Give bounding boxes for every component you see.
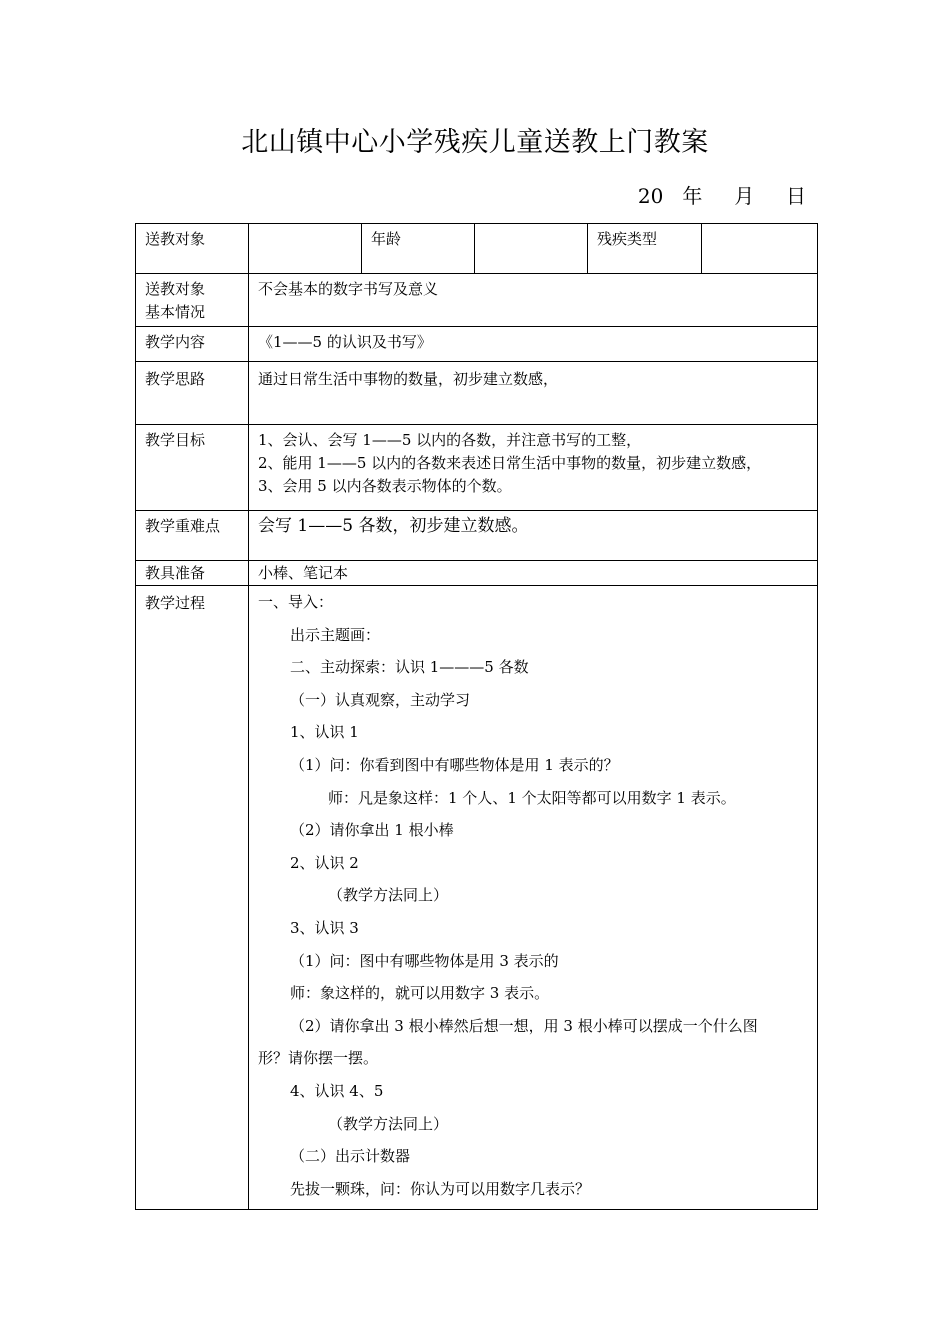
process-line: 形？请你摆一摆。 bbox=[258, 1049, 379, 1068]
process-value bbox=[249, 586, 818, 1210]
process-line: （2）请你拿出 1 根小棒 bbox=[290, 821, 454, 840]
process-line: （一）认真观察，主动学习 bbox=[290, 690, 471, 709]
target-value bbox=[249, 224, 362, 274]
idea-row bbox=[136, 362, 818, 425]
date-day: 日 bbox=[786, 184, 806, 208]
goal-item: 3、会用 5 以内各数表示物体的个数。 bbox=[258, 477, 512, 495]
tools-label: 教具准备 bbox=[136, 561, 249, 586]
process-line: 先拔一颗珠，问：你认为可以用数字几表示？ bbox=[290, 1179, 591, 1198]
process-label: 教学过程 bbox=[136, 586, 249, 1210]
process-line: 出示主题画： bbox=[290, 625, 381, 644]
tools-row bbox=[136, 561, 818, 586]
date-month: 月 bbox=[734, 184, 755, 208]
key-point-row bbox=[136, 511, 818, 561]
basic-info-label-line-2: 基本情况 bbox=[145, 303, 206, 321]
process-line: （教学方法同上） bbox=[328, 886, 449, 905]
age-label: 年龄 bbox=[362, 224, 475, 274]
disability-type-label: 残疾类型 bbox=[588, 224, 702, 274]
content-row bbox=[136, 327, 818, 362]
basic-info-label-line-1: 送教对象 bbox=[145, 280, 206, 298]
info-row bbox=[136, 224, 818, 274]
goal-item: 2、能用 1——5 以内的各数来表述日常生活中事物的数量，初步建立数感， bbox=[258, 454, 762, 472]
date-year-prefix: 20 bbox=[637, 184, 664, 208]
idea-value: 通过日常生活中事物的数量，初步建立数感， bbox=[249, 362, 818, 425]
process-line: 一、导入： bbox=[258, 593, 334, 611]
basic-info-value: 不会基本的数字书写及意义 bbox=[249, 274, 818, 327]
process-line: （教学方法同上） bbox=[328, 1114, 449, 1133]
disability-type-value bbox=[702, 224, 818, 274]
key-point-value: 会写 1——5 各数，初步建立数感。 bbox=[249, 511, 818, 561]
goal-item: 1、会认、会写 1——5 以内的各数，并注意书写的工整， bbox=[258, 431, 642, 449]
process-line: 师：凡是象这样：1 个人、1 个太阳等都可以用数字 1 表示。 bbox=[328, 788, 736, 807]
process-line: （1）问：你看到图中有哪些物体是用 1 表示的？ bbox=[290, 755, 619, 774]
date-year: 年 bbox=[682, 184, 703, 208]
date-line bbox=[638, 180, 806, 209]
process-line: 1、认识 1 bbox=[290, 723, 359, 742]
key-point-label: 教学重难点 bbox=[136, 511, 249, 561]
content-label: 教学内容 bbox=[136, 327, 249, 362]
process-line: 师：象这样的，就可以用数字 3 表示。 bbox=[290, 984, 550, 1003]
process-line: （二）出示计数器 bbox=[290, 1147, 411, 1166]
idea-label: 教学思路 bbox=[136, 362, 249, 425]
content-value: 《1——5 的认识及书写》 bbox=[249, 327, 818, 362]
tools-value: 小棒、笔记本 bbox=[249, 561, 818, 586]
process-line: 3、认识 3 bbox=[290, 918, 359, 937]
basic-info-row bbox=[136, 274, 818, 327]
age-value bbox=[475, 224, 588, 274]
process-line: （2）请你拿出 3 根小棒然后想一想，用 3 根小棒可以摆成一个什么图 bbox=[290, 1016, 758, 1035]
document-title: 北山镇中心小学残疾儿童送教上门教案 bbox=[241, 127, 709, 158]
process-line: 4、认识 4、5 bbox=[290, 1081, 384, 1100]
goal-value bbox=[249, 425, 818, 511]
process-line: 二、主动探索：认识 1———5 各数 bbox=[290, 658, 529, 677]
lesson-plan-table bbox=[135, 223, 818, 1210]
basic-info-label bbox=[136, 274, 249, 327]
goal-row bbox=[136, 425, 818, 511]
target-label: 送教对象 bbox=[136, 224, 249, 274]
process-row bbox=[136, 586, 818, 1210]
goal-label: 教学目标 bbox=[136, 425, 249, 511]
process-line: （1）问：图中有哪些物体是用 3 表示的 bbox=[290, 951, 559, 970]
process-line: 2、认识 2 bbox=[290, 853, 359, 872]
